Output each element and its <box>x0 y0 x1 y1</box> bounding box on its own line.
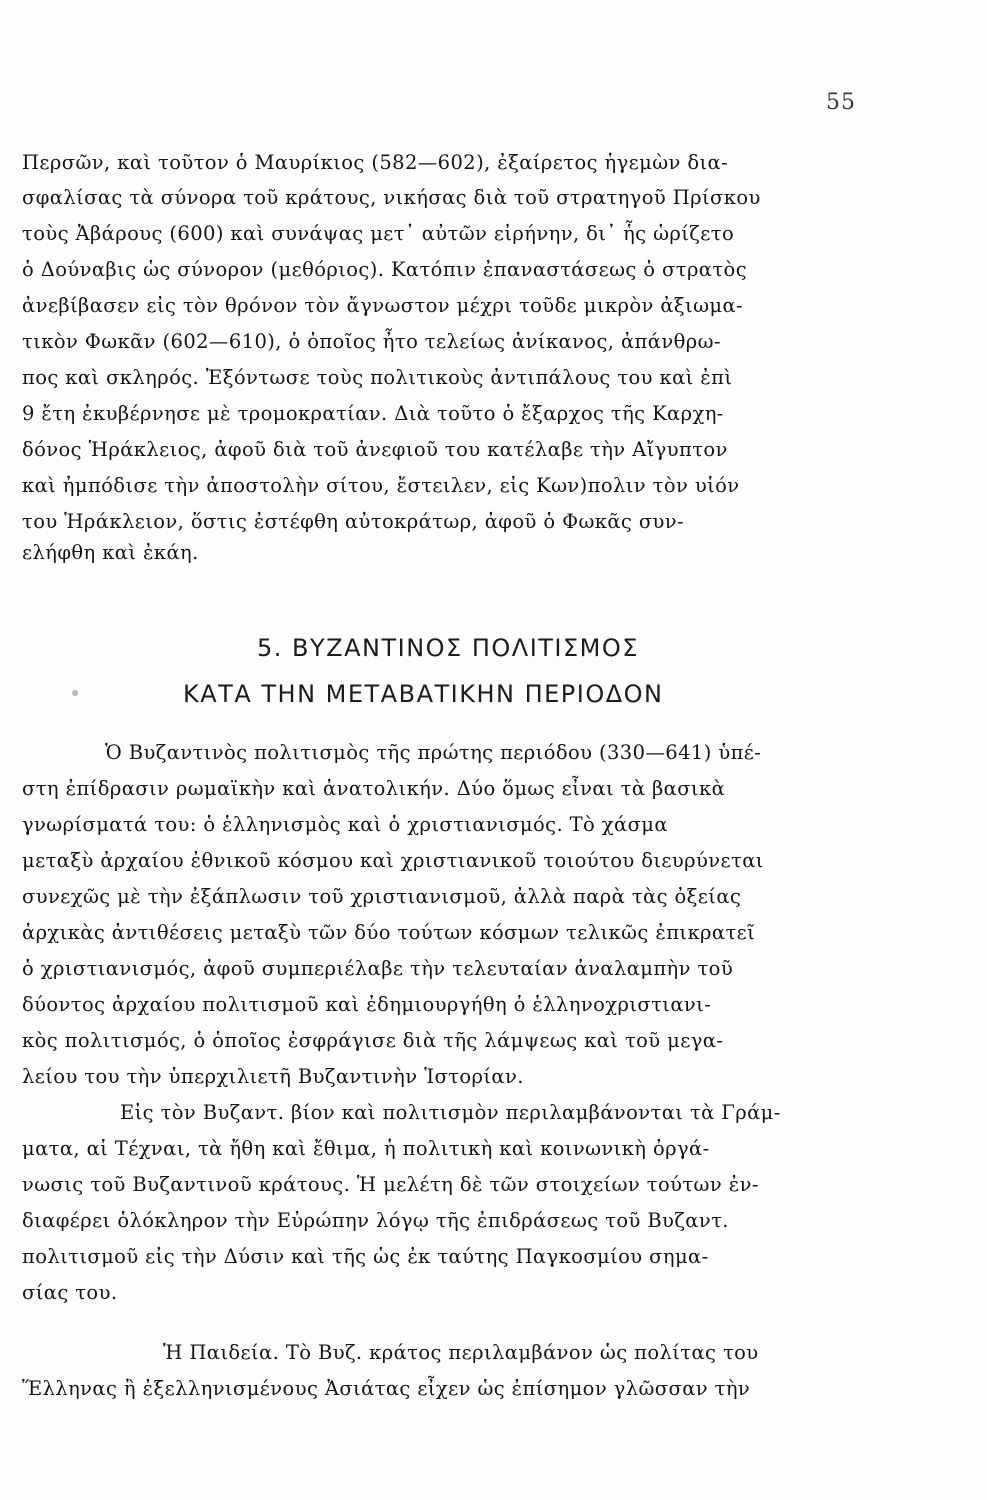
text-line: του Ἡράκλειον, ὅστις ἐστέφθη αὐτοκράτωρ, ἀφοῦ ὁ Φωκᾶς συν- <box>22 510 685 533</box>
text-line: σίας του. <box>22 1281 118 1304</box>
text-line: ἀνεβίβασεν εἰς τὸν θρόνον τὸν ἄγνωστον μέχρι τοῦδε μικρὸν ἀξιωμα- <box>22 294 744 317</box>
text-line: λείου του τὴν ὑπερχιλιετῆ Βυζαντινὴν Ἱστορίαν. <box>22 1065 524 1088</box>
page-number: 55 <box>826 90 856 115</box>
text-line: Ὁ Βυζαντινὸς πολιτισμὸς τῆς πρώτης περιόδου (330—641) ὑπέ- <box>105 741 762 764</box>
text-line: 9 ἔτη ἐκυβέρνησε μὲ τρομοκρατίαν. Διὰ τοῦτο ὁ ἔξαρχος τῆς Καρχη- <box>22 402 724 425</box>
text-line: συνεχῶς μὲ τὴν ἐξάπλωσιν τοῦ χριστιανισμοῦ, ἀλλὰ παρὰ τὰς ὀξείας <box>22 885 742 908</box>
text-line: Ἕλληνας ἢ ἐξελληνισμένους Ἀσιάτας εἶχεν ὡς ἐπίσημον γλῶσσαν τὴν <box>22 1377 751 1400</box>
text-line: Ἡ Παιδεία. Τὸ Βυζ. κράτος περιλαμβάνον ὡς πολίτας του <box>163 1341 759 1364</box>
text-line: γνωρίσματά του: ὁ ἑλληνισμὸς καὶ ὁ χριστιανισμός. Τὸ χάσμα <box>22 813 668 836</box>
text-line: ὁ Δούναβις ὡς σύνορον (μεθόριος). Κατόπιν ἐπαναστάσεως ὁ στρατὸς <box>22 258 748 281</box>
text-line: μεταξὺ ἀρχαίου ἐθνικοῦ κόσμου καὶ χριστιανικοῦ τοιούτου διευρύνεται <box>22 849 764 872</box>
decorative-dot <box>72 690 78 696</box>
section-heading-line-1: 5. ΒΥΖΑΝΤΙΝΟΣ ΠΟΛΙΤΙΣΜΟΣ <box>257 634 639 662</box>
text-line: στη ἐπίδρασιν ρωμαϊκὴν καὶ ἀνατολικήν. Δύο ὅμως εἶναι τὰ βασικὰ <box>22 777 726 800</box>
text-line: σφαλίσας τὰ σύνορα τοῦ κράτους, νικήσας διὰ τοῦ στρατηγοῦ Πρίσκου <box>22 186 761 209</box>
text-line: κὸς πολιτισμός, ὁ ὁποῖος ἐσφράγισε διὰ τῆς λάμψεως καὶ τοῦ μεγα- <box>22 1029 724 1052</box>
text-line: ελήφθη καὶ ἐκάη. <box>22 541 199 564</box>
text-line: νωσις τοῦ Βυζαντινοῦ κράτους. Ἡ μελέτη δὲ τῶν στοιχείων τούτων ἐν- <box>22 1173 759 1196</box>
text-line: ἀρχικὰς ἀντιθέσεις μεταξὺ τῶν δύο τούτων κόσμων τελικῶς ἐπικρατεῖ <box>22 921 756 944</box>
text-line: πος καὶ σκληρός. Ἐξόντωσε τοὺς πολιτικοὺς ἀντιπάλους του καὶ ἐπὶ <box>22 366 733 389</box>
text-line: πολιτισμοῦ εἰς τὴν Δύσιν καὶ τῆς ὡς ἐκ ταύτης Παγκοσμίου σημα- <box>22 1245 709 1268</box>
text-line: τικὸν Φωκᾶν (602—610), ὁ ὁποῖος ἦτο τελείως ἀνίκανος, ἀπάνθρω- <box>22 330 721 353</box>
text-line: ματα, αἱ Τέχναι, τὰ ἤθη καὶ ἔθιμα, ἡ πολιτικὴ καὶ κοινωνικὴ ὀργά- <box>22 1137 710 1160</box>
text-line: δύοντος ἀρχαίου πολιτισμοῦ καὶ ἐδημιουργήθη ὁ ἑλληνοχριστιανι- <box>22 993 712 1016</box>
text-line: Εἰς τὸν Βυζαντ. βίον καὶ πολιτισμὸν περιλαμβάνονται τὰ Γράμ- <box>120 1101 781 1124</box>
text-line: ὁ χριστιανισμός, ἀφοῦ συμπεριέλαβε τὴν τελευταίαν ἀναλαμπὴν τοῦ <box>22 957 734 980</box>
section-heading-line-2: ΚΑΤΑ ΤΗΝ ΜΕΤΑΒΑΤΙΚΗΝ ΠΕΡΙΟΔΟΝ <box>183 680 664 708</box>
text-line: τοὺς Ἀβάρους (600) καὶ συνάψας μετ᾽ αὐτῶν εἰρήνην, δι᾽ ἧς ὡρίζετο <box>22 222 735 245</box>
text-line: διαφέρει ὁλόκληρον τὴν Εὐρώπην λόγῳ τῆς ἐπιδράσεως τοῦ Βυζαντ. <box>22 1209 729 1232</box>
text-line: Περσῶν, καὶ τοῦτον ὁ Μαυρίκιος (582—602), ἐξαίρετος ἡγεμὼν δια- <box>22 151 729 174</box>
text-line: καὶ ἠμπόδισε τὴν ἀποστολὴν σίτου, ἔστειλεν, εἰς Κων)πολιν τὸν υἱόν <box>22 474 740 497</box>
text-line: δόνος Ἡράκλειος, ἀφοῦ διὰ τοῦ ἀνεφιοῦ του κατέλαβε τὴν Αἴγυπτον <box>22 438 728 461</box>
